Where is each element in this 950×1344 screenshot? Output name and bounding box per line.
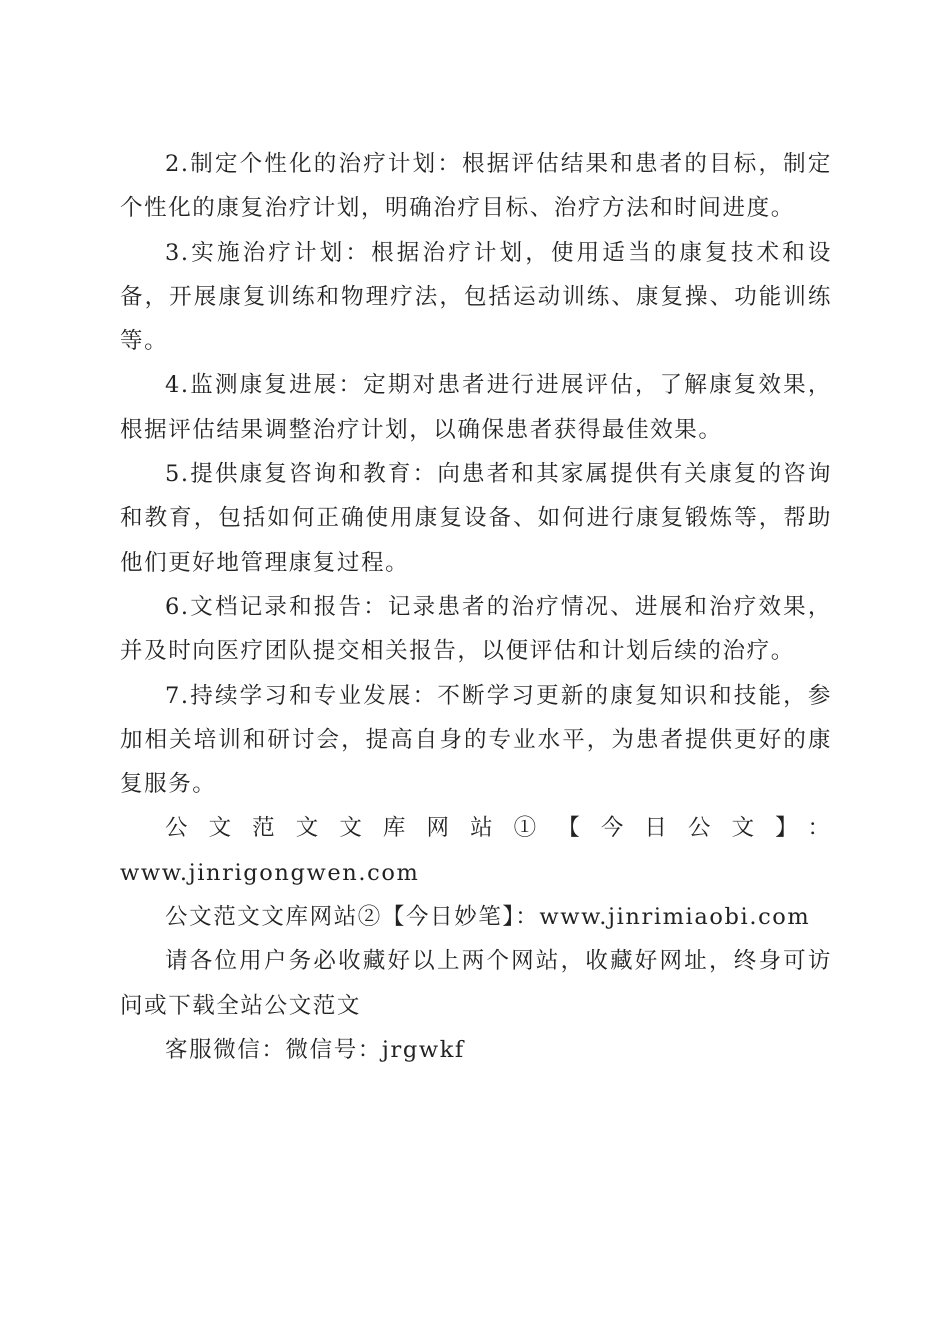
- site1-url: www.jinrigongwen.com: [120, 859, 420, 886]
- bookmark-notice: 请各位用户务必收藏好以上两个网站，收藏好网址，终身可访问或下载全站公文范文: [120, 948, 832, 1019]
- wechat-line: 客服微信：微信号：jrgwkf: [165, 1036, 465, 1063]
- paragraph-item-6: 6.文档记录和报告：记录患者的治疗情况、进展和治疗效果，并及时向医疗团队提交相关报告，以便评估和计划后续的治疗。: [120, 593, 832, 665]
- paragraph-item-4: 4.监测康复进展：定期对患者进行进展评估，了解康复效果，根据评估结果调整治疗计划，以确保患者获得最佳效果。: [120, 372, 832, 443]
- site1-label: 公文范文文库网站①【今日公文】：: [165, 815, 832, 842]
- paragraph-item-7: 7.持续学习和专业发展：不断学习更新的康复知识和技能，参加相关培训和研讨会，提高自身的专业水平，为患者提供更好的康复服务。: [120, 682, 832, 798]
- document-body: [120, 142, 832, 1072]
- paragraph-item-2: 2.制定个性化的治疗计划：根据评估结果和患者的目标，制定个性化的康复治疗计划，明确治疗目标、治疗方法和时间进度。: [120, 151, 832, 222]
- site2-line: 公文范文文库网站②【今日妙笔】：www.jinrimiaobi.com: [165, 904, 811, 931]
- paragraph-item-3: 3.实施治疗计划：根据治疗计划，使用适当的康复技术和设备，开展康复训练和物理疗法，包括运动训练、康复操、功能训练等。: [120, 239, 832, 355]
- paragraph-item-5: 5.提供康复咨询和教育：向患者和其家属提供有关康复的咨询和教育，包括如何正确使用康复设备、如何进行康复锻炼等，帮助他们更好地管理康复过程。: [120, 461, 832, 576]
